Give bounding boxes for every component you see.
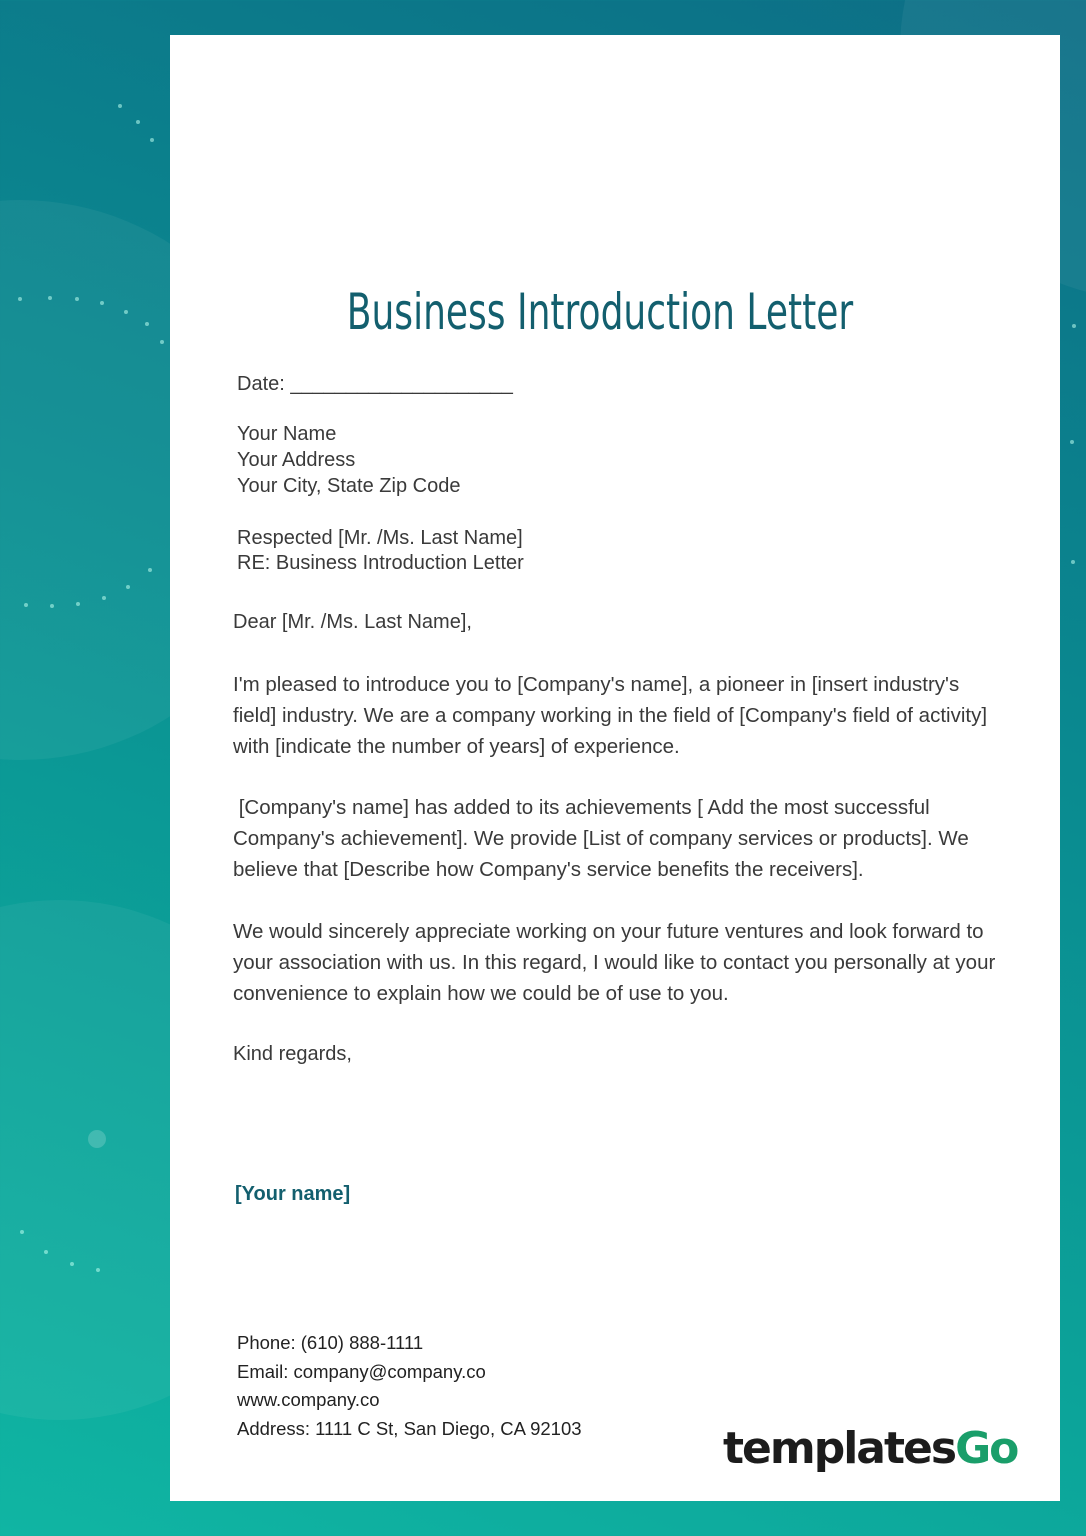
- background-dot: [160, 340, 164, 344]
- sender-address: Your Address: [237, 449, 356, 471]
- background-dot: [96, 1268, 100, 1272]
- background-dot: [76, 602, 80, 606]
- background-dot: [136, 120, 140, 124]
- background-dot: [75, 297, 79, 301]
- templatesgo-logo: [723, 1423, 1017, 1474]
- logo-text-templates: templates: [723, 1423, 956, 1474]
- background-dot: [100, 301, 104, 305]
- background-dot: [124, 310, 128, 314]
- letter-title: Business Introduction Letter: [346, 283, 854, 341]
- sender-city: Your City, State Zip Code: [237, 475, 461, 497]
- recipient-re: RE: Business Introduction Letter: [237, 552, 524, 574]
- background-dot: [148, 568, 152, 572]
- background-dot: [70, 1262, 74, 1266]
- signature-name: [Your name]: [235, 1183, 351, 1205]
- letter-page: [170, 35, 1060, 1501]
- contact-footer: [237, 1329, 582, 1443]
- background-dot: [1071, 560, 1075, 564]
- background-dot: [102, 596, 106, 600]
- background-dot: [88, 1130, 106, 1148]
- recipient-respected: Respected [Mr. /Ms. Last Name]: [237, 527, 523, 549]
- date-line: Date: ____________________: [237, 373, 513, 395]
- background-dot: [150, 138, 154, 142]
- body-paragraph-3: We would sincerely appreciate working on your future ventures and look forward to your association with us. In this regard, I would like to contact you personally at your convenience to explain how we could be of use to you.: [233, 920, 996, 1005]
- footer-address: Address: 1111 C St, San Diego, CA 92103: [237, 1417, 582, 1439]
- salutation: Dear [Mr. /Ms. Last Name],: [233, 611, 472, 633]
- logo-text-go: Go: [955, 1423, 1018, 1474]
- sender-name: Your Name: [237, 423, 337, 445]
- body-paragraph-2: [Company's name] has added to its achievements [ Add the most successful Company's achievement]. We provide [List of company services or products]. We believe that [Describe how Company's service benefits the receivers].: [233, 796, 975, 881]
- background-dot: [18, 297, 22, 301]
- background-dot: [118, 104, 122, 108]
- background-dot: [126, 585, 130, 589]
- background-dot: [145, 322, 149, 326]
- closing: Kind regards,: [233, 1043, 352, 1065]
- background-dot: [1070, 440, 1074, 444]
- footer-website: www.company.co: [237, 1389, 380, 1410]
- body-paragraph-1: I'm pleased to introduce you to [Company's name], a pioneer in [insert industry's field] industry. We are a company working in the field of [Company's field of activity] with [indicate the number of years] of experience.: [233, 673, 988, 758]
- background-dot: [20, 1230, 24, 1234]
- background-dot: [44, 1250, 48, 1254]
- background-dot: [1072, 324, 1076, 328]
- footer-phone: Phone: (610) 888-1111: [237, 1332, 424, 1353]
- background-dot: [48, 296, 52, 300]
- background-dot: [50, 604, 54, 608]
- footer-email: Email: company@company.co: [237, 1360, 486, 1382]
- background-dot: [24, 603, 28, 607]
